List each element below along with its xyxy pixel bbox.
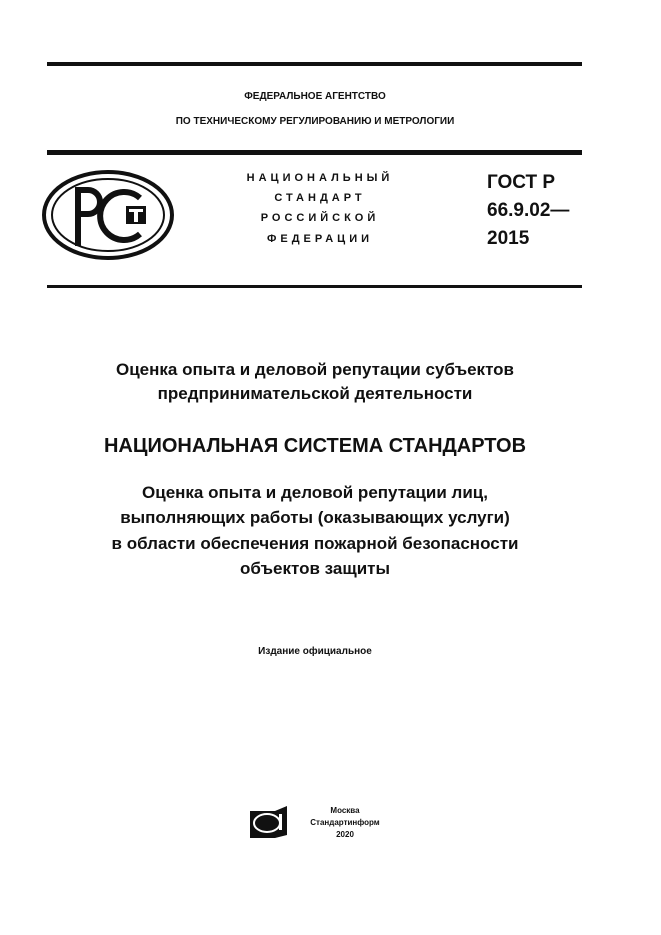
header-rule <box>47 150 582 155</box>
standard-type-3: РОССИЙСКОЙ <box>260 212 380 224</box>
publisher-info <box>295 805 395 841</box>
designation-3: 2015 <box>487 228 530 249</box>
publisher-logo-icon <box>249 805 289 839</box>
publisher-year: 2020 <box>336 830 354 839</box>
title-1-line-2: предпринимательской деятельности <box>157 384 473 403</box>
standard-type-4: ФЕДЕРАЦИИ <box>266 233 374 245</box>
standard-type-1: НАЦИОНАЛЬНЫЙ <box>246 172 394 184</box>
edition-note: Издание официальное <box>258 646 372 657</box>
title-1-line-1: Оценка опыта и деловой репутации субъектов <box>115 360 515 379</box>
designation-2: 66.9.02— <box>487 200 570 221</box>
header-bottom-rule <box>47 285 582 288</box>
top-rule <box>47 62 582 66</box>
title-3-line-2: выполняющих работы (оказывающих услуги) <box>120 508 510 527</box>
publisher-city: Москва <box>330 806 360 815</box>
designation-1: ГОСТ Р <box>487 172 556 193</box>
rst-logo-icon <box>40 168 176 262</box>
standard-type-2: СТАНДАРТ <box>274 192 366 204</box>
title-2: НАЦИОНАЛЬНАЯ СИСТЕМА СТАНДАРТОВ <box>103 435 527 457</box>
title-3-line-1: Оценка опыта и деловой репутации лиц, <box>142 483 488 502</box>
title-3-line-4: объектов защиты <box>240 559 390 578</box>
publisher-name: Стандартинформ <box>310 818 380 827</box>
agency-line-2: ПО ТЕХНИЧЕСКОМУ РЕГУЛИРОВАНИЮ И МЕТРОЛОГИИ <box>175 116 455 127</box>
title-3-line-3: в области обеспечения пожарной безопасности <box>111 534 519 553</box>
agency-line-1: ФЕДЕРАЛЬНОЕ АГЕНТСТВО <box>244 91 386 102</box>
